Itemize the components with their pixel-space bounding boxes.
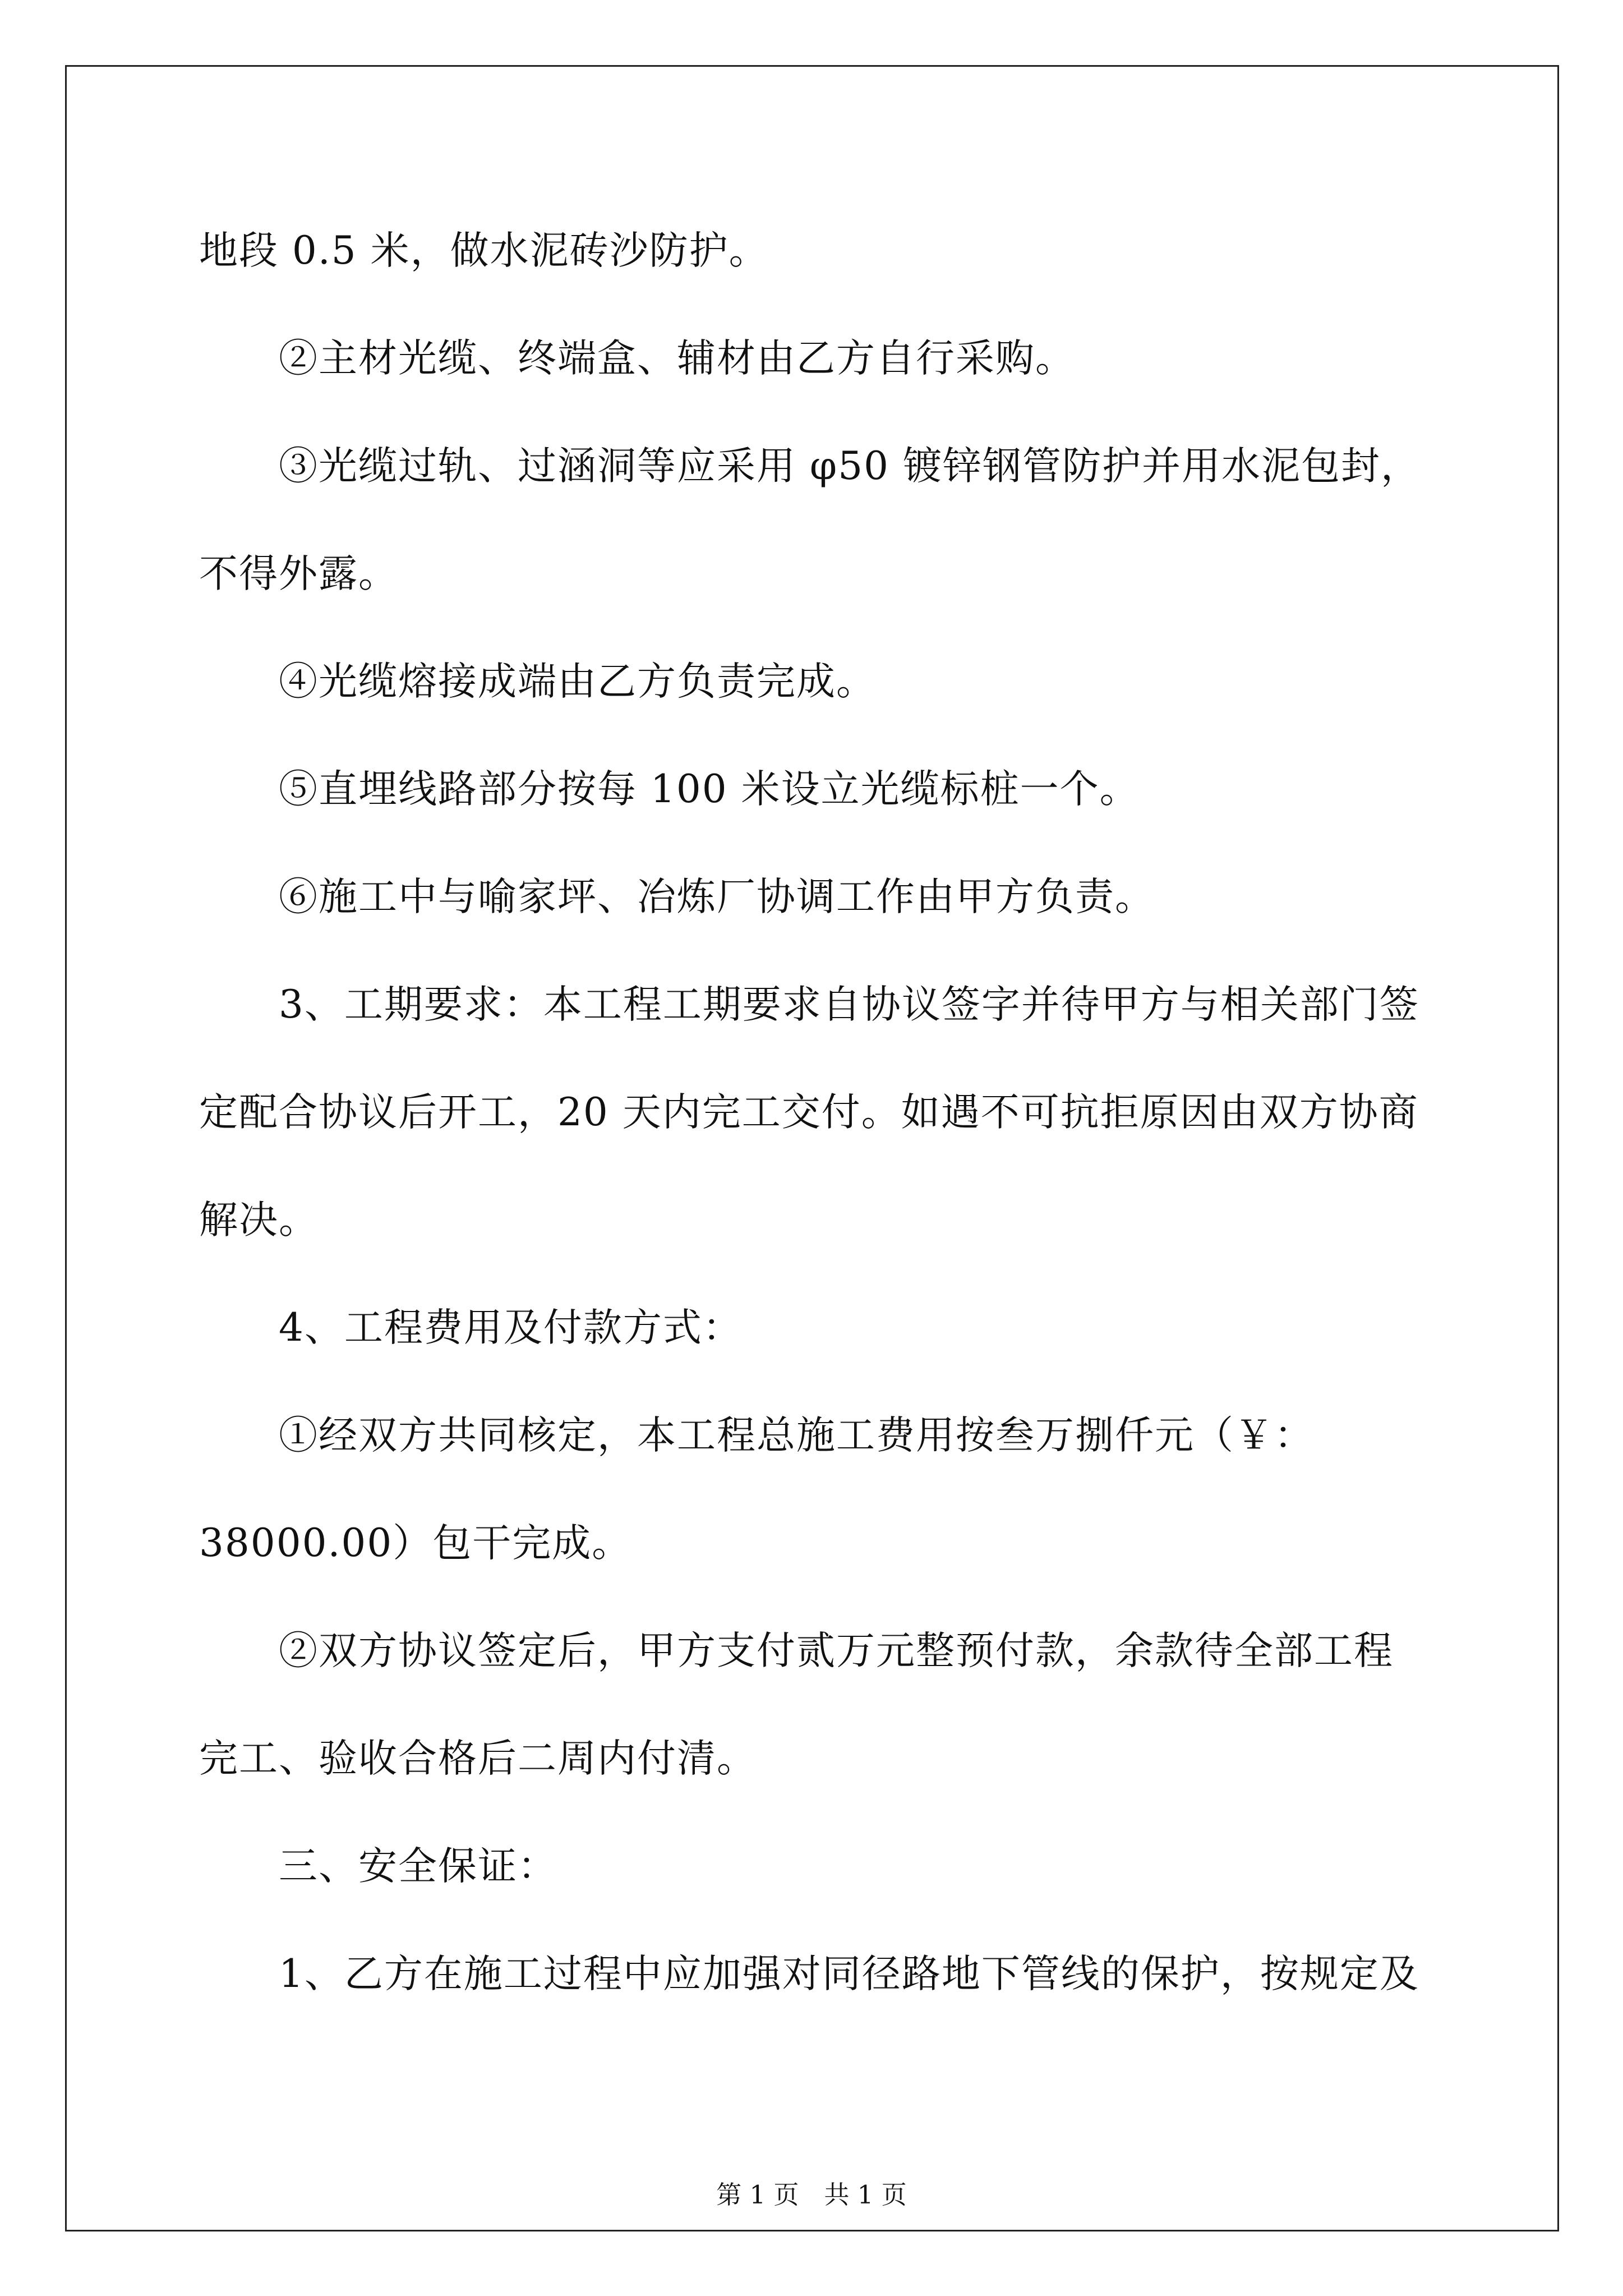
text-line: 3、工期要求：本工程工期要求自协议签字并待甲方与相关部门签 — [199, 982, 1419, 1027]
text-line: ②主材光缆、终端盒、辅材由乙方自行采购。 — [199, 336, 1075, 381]
text-line: ⑥施工中与喻家坪、冶炼厂协调工作由甲方负责。 — [199, 875, 1155, 919]
text-line: 完工、验收合格后二周内付清。 — [199, 1736, 757, 1781]
text-line: 三、安全保证： — [199, 1844, 557, 1889]
text-line: 38000.00）包干完成。 — [199, 1521, 632, 1566]
text-line: ②双方协议签定后，甲方支付贰万元整预付款，余款待全部工程 — [199, 1628, 1394, 1673]
text-line: ⑤直埋线路部分按每 100 米设立光缆标桩一个。 — [199, 767, 1140, 812]
text-line: 1、乙方在施工过程中应加强对同径路地下管线的保护，按规定及 — [199, 1952, 1419, 1996]
text-line: 定配合协议后开工，20 天内完工交付。如遇不可抗拒原因由双方协商 — [199, 1090, 1419, 1135]
text-line: ④光缆熔接成端由乙方负责完成。 — [199, 659, 876, 704]
text-line: ①经双方共同核定，本工程总施工费用按叁万捌仟元（￥： — [199, 1413, 1314, 1458]
text-line: 解决。 — [199, 1198, 319, 1243]
text-line: 4、工程费用及付款方式： — [199, 1305, 743, 1350]
text-line: ③光缆过轨、过涵洞等应采用 φ50 镀锌钢管防护并用水泥包封， — [199, 444, 1421, 489]
text-line: 不得外露。 — [199, 551, 398, 596]
text-line: 地段 0.5 米，做水泥砖沙防护。 — [199, 228, 769, 273]
page-border — [65, 65, 1559, 2231]
page-number: 第 1 页 共 1 页 — [716, 2180, 907, 2210]
